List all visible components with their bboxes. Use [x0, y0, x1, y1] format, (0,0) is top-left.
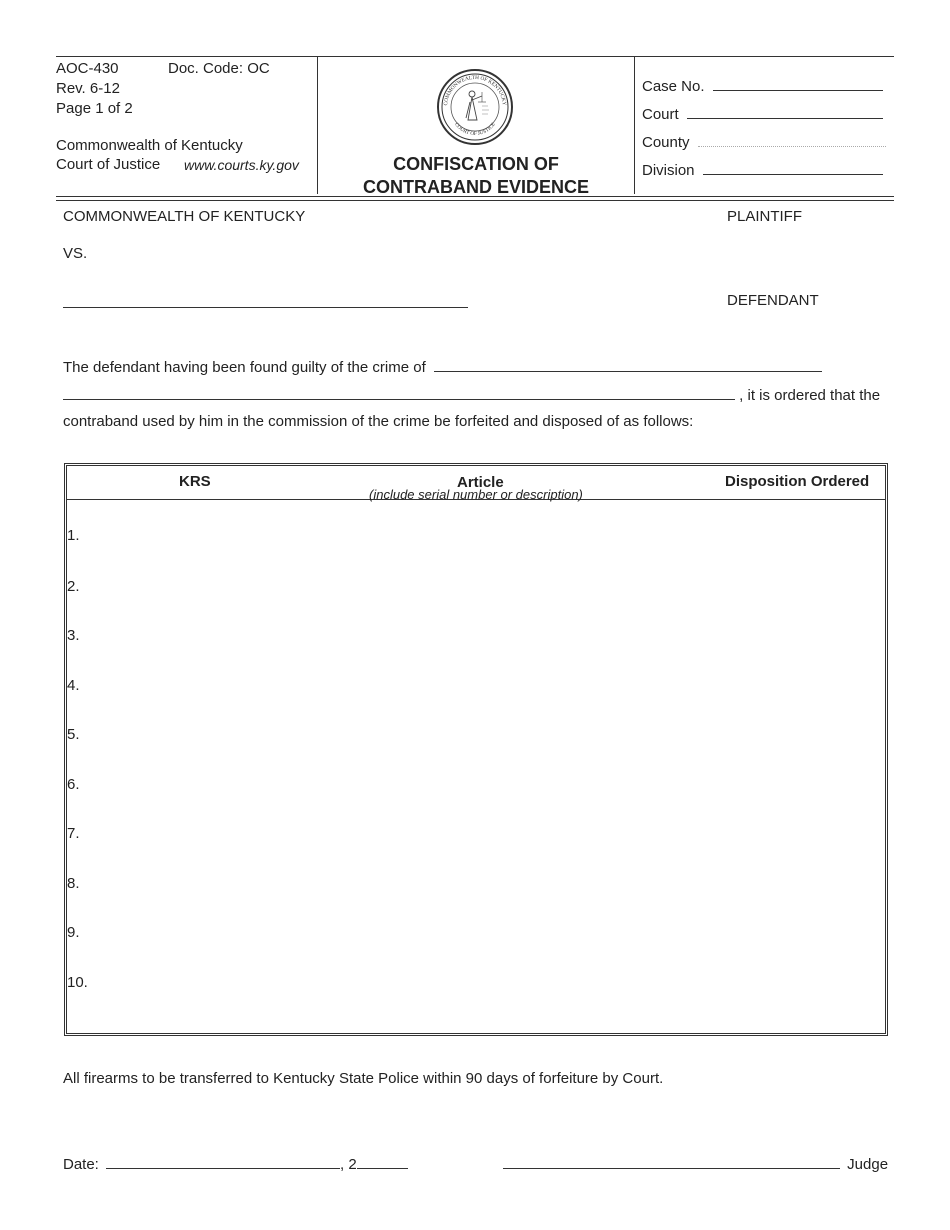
date-label: Date: — [63, 1156, 99, 1173]
table-row-5[interactable]: 5. — [67, 726, 80, 743]
county-field[interactable] — [642, 132, 886, 151]
col-header-disposition: Disposition Ordered — [725, 473, 870, 490]
year-input[interactable] — [357, 1154, 408, 1169]
judge-label: Judge — [847, 1156, 889, 1173]
crime-sentence-line-2 — [63, 385, 880, 404]
judge-signature-input[interactable] — [503, 1154, 840, 1169]
table-row-10[interactable]: 10. — [67, 974, 88, 991]
year-prefix: , 2 — [340, 1156, 357, 1173]
versus-label: VS. — [63, 245, 88, 262]
table-row-6[interactable]: 6. — [67, 776, 80, 793]
court-label: Court — [642, 106, 679, 123]
contraband-sentence: contraband used by him in the commission of the crime be forfeited and disposed of as follows: — [63, 413, 694, 430]
court-seal — [436, 68, 514, 146]
header-bottom-rule-2 — [56, 200, 894, 201]
doc-code: Doc. Code: OC — [168, 60, 270, 77]
division-input[interactable] — [703, 160, 883, 175]
division-field[interactable] — [642, 160, 883, 179]
case-no-field[interactable] — [642, 76, 883, 95]
document-title — [318, 153, 634, 199]
court-of-justice-label: Court of Justice — [56, 156, 161, 173]
ordered-text: , it is ordered that the — [739, 387, 881, 404]
crime-input-continued[interactable] — [63, 385, 735, 400]
contraband-table — [64, 463, 888, 1036]
col-header-article: Article — [457, 474, 504, 491]
table-row-8[interactable]: 8. — [67, 875, 80, 892]
county-label: County — [642, 134, 690, 151]
crime-input[interactable] — [434, 357, 822, 372]
col-header-krs: KRS — [179, 473, 211, 490]
table-row-1[interactable]: 1. — [67, 527, 80, 544]
seal-text-top: COMMONWEALTH OF KENTUCKY — [443, 74, 508, 106]
judge-signature-field[interactable] — [503, 1154, 888, 1173]
website-link[interactable]: www.courts.ky.gov — [184, 157, 299, 173]
table-row-4[interactable]: 4. — [67, 677, 80, 694]
revision: Rev. 6-12 — [56, 80, 120, 97]
table-row-3[interactable]: 3. — [67, 627, 80, 644]
seal-text-bottom: COURT OF JUSTICE — [453, 121, 497, 138]
date-input[interactable] — [106, 1154, 340, 1169]
seal-icon — [436, 68, 514, 146]
header-top-rule — [56, 56, 894, 57]
crime-intro-text: The defendant having been found guilty of the crime of — [63, 359, 426, 376]
court-input[interactable] — [687, 104, 883, 119]
header-divider-right — [634, 56, 635, 194]
table-row-9[interactable]: 9. — [67, 924, 80, 941]
case-no-input[interactable] — [713, 76, 883, 91]
crime-sentence-line-1 — [63, 357, 822, 376]
col-header-article-sub: (include serial number or description) — [369, 487, 583, 502]
plaintiff-name: COMMONWEALTH OF KENTUCKY — [63, 208, 306, 225]
case-no-label: Case No. — [642, 78, 705, 95]
table-row-2[interactable]: 2. — [67, 578, 80, 595]
defendant-name-input[interactable] — [63, 307, 468, 308]
page-indicator: Page 1 of 2 — [56, 100, 133, 117]
title-line-1: CONFISCATION OF — [393, 154, 559, 174]
form-number: AOC-430 — [56, 60, 119, 77]
county-input[interactable] — [698, 132, 886, 147]
title-line-2: CONTRABAND EVIDENCE — [362, 177, 589, 197]
plaintiff-label: PLAINTIFF — [727, 208, 803, 225]
court-field[interactable] — [642, 104, 883, 123]
firearms-note: All firearms to be transferred to Kentucky State Police within 90 days of forfeiture by Court. — [63, 1070, 664, 1087]
division-label: Division — [642, 162, 695, 179]
date-field[interactable] — [63, 1154, 408, 1173]
svg-text:COMMONWEALTH OF KENTUCKY — [443, 75, 507, 106]
svg-text:COURT OF JUSTICE — [453, 122, 497, 137]
table-row-7[interactable]: 7. — [67, 825, 80, 842]
defendant-label: DEFENDANT — [727, 292, 819, 309]
commonwealth-label: Commonwealth of Kentucky — [56, 137, 243, 154]
